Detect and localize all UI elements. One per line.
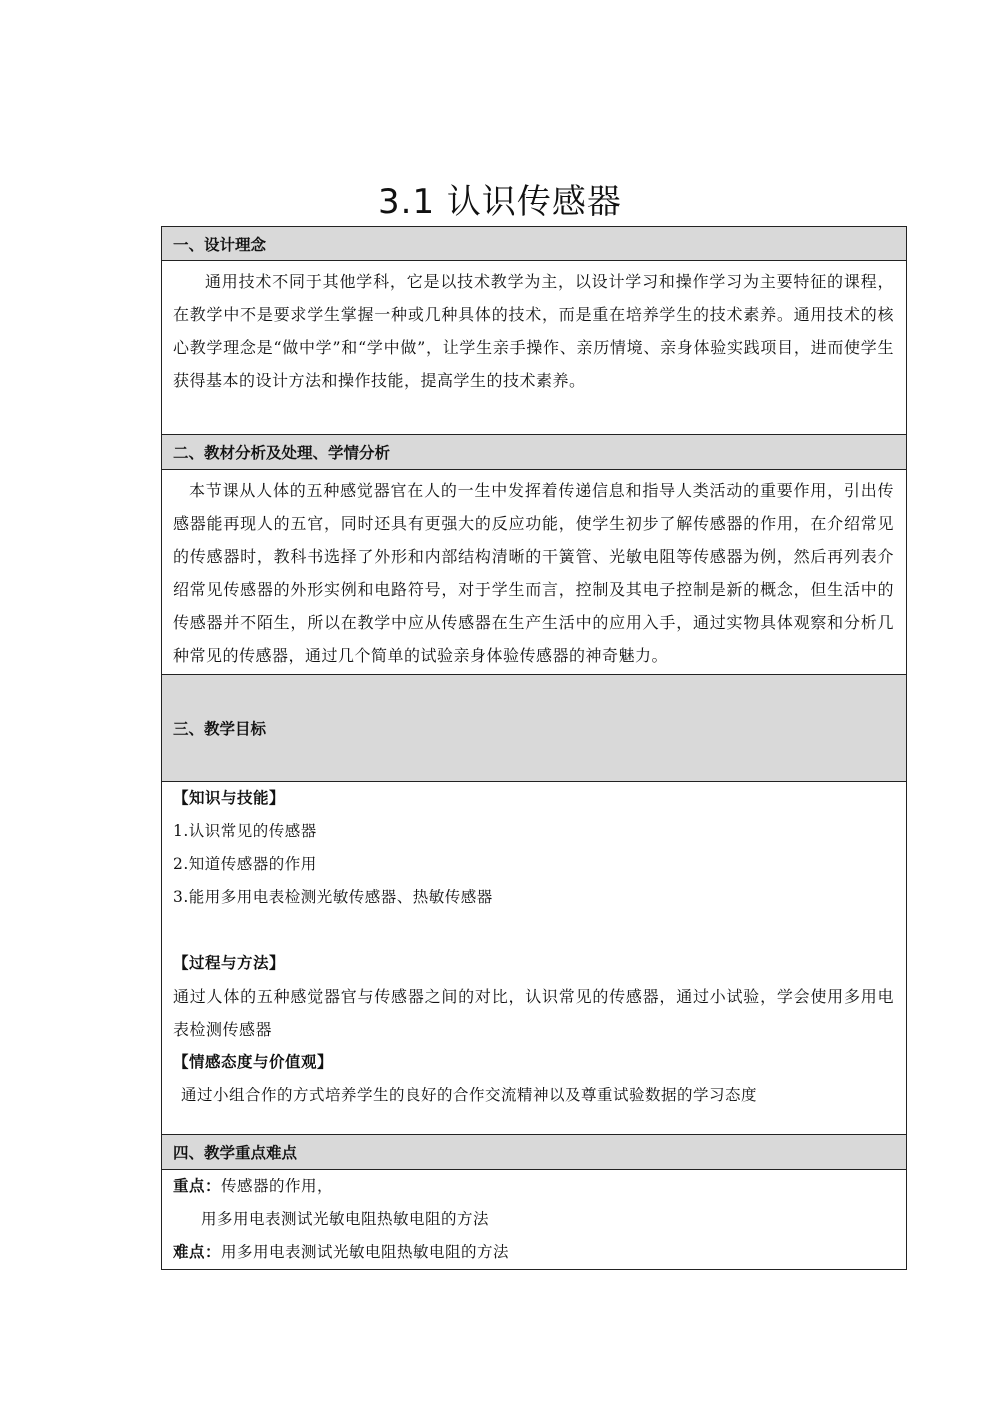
process-heading: 【过程与方法】: [173, 954, 286, 972]
section-body-teaching-goals: [162, 782, 907, 1135]
spacer: [173, 914, 894, 947]
knowledge-heading: 【知识与技能】: [173, 789, 286, 807]
section-body-design-concept: [162, 261, 907, 435]
material-analysis-paragraph: 本节课从人体的五种感觉器官在人的一生中发挥着传递信息和指导人类活动的重要作用，引出传感器能再现人的五官，同时还具有更强大的反应功能，使学生初步了解传感器的作用，在介绍常见的传感器时，教科书选择了外形和内部结构清晰的干簧管、光敏电阻等传感器为例，然后再列表介绍常见传感器的外形实例和电路符号，对于学生而言，控制及其电子控制是新的概念，但生活中的传感器并不陌生，所以在教学中应从传感器在生产生活中的应用入手，通过实物具体观察和分析几种常见的传感器，通过几个简单的试验亲身体验传感器的神奇魅力。: [173, 481, 894, 665]
section-row: [162, 261, 907, 435]
lesson-plan-table: [161, 226, 907, 1270]
attitude-heading: 【情感态度与价值观】: [173, 1053, 334, 1071]
key-point-line-2: 用多用电表测试光敏电阻热敏电阻的方法: [201, 1210, 490, 1228]
section-body-key-points: [162, 1170, 907, 1270]
section-body-material-analysis: [162, 470, 907, 675]
difficult-point-line: [173, 1236, 894, 1269]
difficult-point-text: 用多用电表测试光敏电阻热敏电阻的方法: [221, 1243, 510, 1261]
section-heading-design-concept: 一、设计理念: [162, 227, 907, 261]
knowledge-item: 2.知道传感器的作用: [173, 855, 317, 873]
key-point-label: 重点：: [173, 1177, 222, 1195]
section-row: [162, 675, 907, 782]
knowledge-item: 3.能用多用电表检测光敏传感器、热敏传感器: [173, 888, 493, 906]
section-heading-material-analysis: 二、教材分析及处理、学情分析: [162, 435, 907, 470]
section-row: [162, 470, 907, 675]
attitude-paragraph: 通过小组合作的方式培养学生的良好的合作交流精神以及尊重试验数据的学习态度: [181, 1086, 758, 1104]
process-paragraph: 通过人体的五种感觉器官与传感器之间的对比，认识常见的传感器，通过小试验，学会使用多用电表检测传感器: [173, 987, 894, 1039]
difficult-point-label: 难点：: [173, 1243, 222, 1261]
section-heading-teaching-goals: 三、教学目标: [162, 675, 907, 782]
key-point-text: 传感器的作用，: [221, 1177, 334, 1195]
section-row: [162, 782, 907, 1135]
key-point-line: [173, 1170, 894, 1203]
section-heading-key-points: 四、教学重点难点: [162, 1135, 907, 1170]
page-title: 3.1 认识传感器: [378, 182, 622, 222]
section-row: [162, 1170, 907, 1270]
knowledge-item: 1.认识常见的传感器: [173, 822, 317, 840]
design-concept-paragraph: 通用技术不同于其他学科，它是以技术教学为主，以设计学习和操作学习为主要特征的课程，在教学中不是要求学生掌握一种或几种具体的技术，而是重在培养学生的技术素养。通用技术的核心教学理念是“做中学”和“学中做”，让学生亲手操作、亲历情境、亲身体验实践项目，进而使学生获得基本的设计方法和操作技能，提高学生的技术素养。: [173, 272, 894, 390]
section-row: [162, 1135, 907, 1170]
section-row: [162, 435, 907, 470]
section-row: [162, 227, 907, 261]
